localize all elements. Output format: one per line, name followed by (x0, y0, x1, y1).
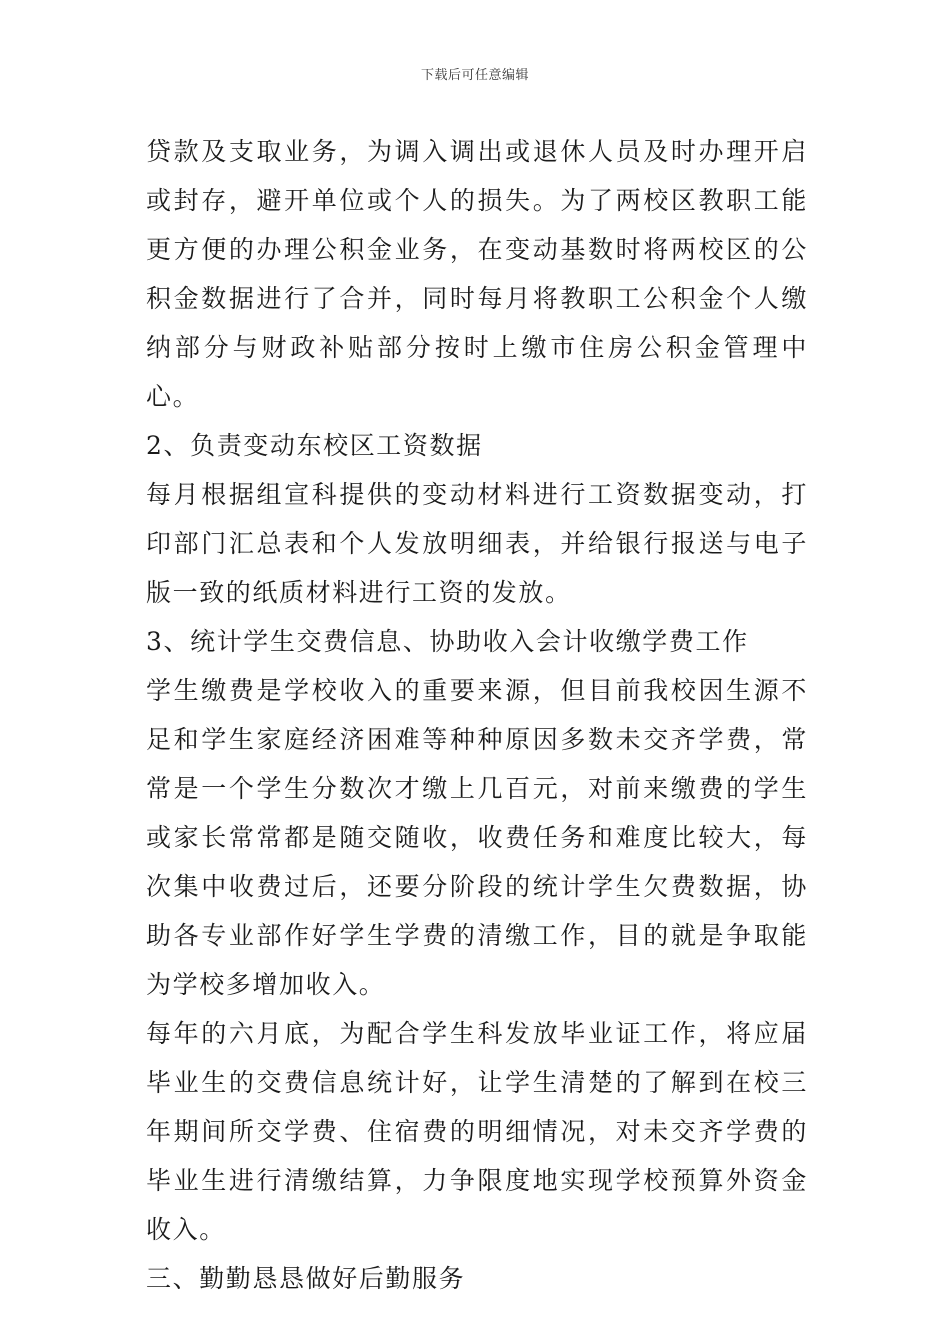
heading-logistics-service: 三、勤勤恳恳做好后勤服务 (146, 1264, 466, 1293)
heading-salary-data: 2、负责变动东校区工资数据 (146, 431, 483, 460)
header-note: 下载后可任意编辑 (420, 68, 529, 83)
paragraph-graduate-fees: 每年的六月底，为配合学生科发放毕业证工作，将应届毕业生的交费信息统计好，让学生清楚的了解到在校三年期间所交学费、住宿费的明细情况，对未交齐学费的毕业生进行清缴结算，力争限度地实现学校预算外资金收入。 (146, 1019, 808, 1244)
paragraph-salary-data: 每月根据组宣科提供的变动材料进行工资数据变动，打印部门汇总表和个人发放明细表，并给银行报送与电子版一致的纸质材料进行工资的发放。 (146, 480, 808, 607)
paragraph-housing-fund: 贷款及支取业务，为调入调出或退休人员及时办理开启或封存，避开单位或个人的损失。为了两校区教职工能更方便的办理公积金业务，在变动基数时将两校区的公积金数据进行了合并，同时每月将教职工公积金个人缴纳部分与财政补贴部分按时上缴市住房公积金管理中心。 (146, 137, 808, 411)
heading-tuition-stats: 3、统计学生交费信息、协助收入会计收缴学费工作 (146, 627, 749, 656)
document-body (146, 127, 808, 1303)
paragraph-tuition-collection: 学生缴费是学校收入的重要来源，但目前我校因生源不足和学生家庭经济困难等种种原因多数未交齐学费，常常是一个学生分数次才缴上几百元，对前来缴费的学生或家长常常都是随交随收，收费任务和难度比较大，每次集中收费过后，还要分阶段的统计学生欠费数据，协助各专业部作好学生学费的清缴工作，目的就是争取能为学校多增加收入。 (146, 676, 808, 999)
